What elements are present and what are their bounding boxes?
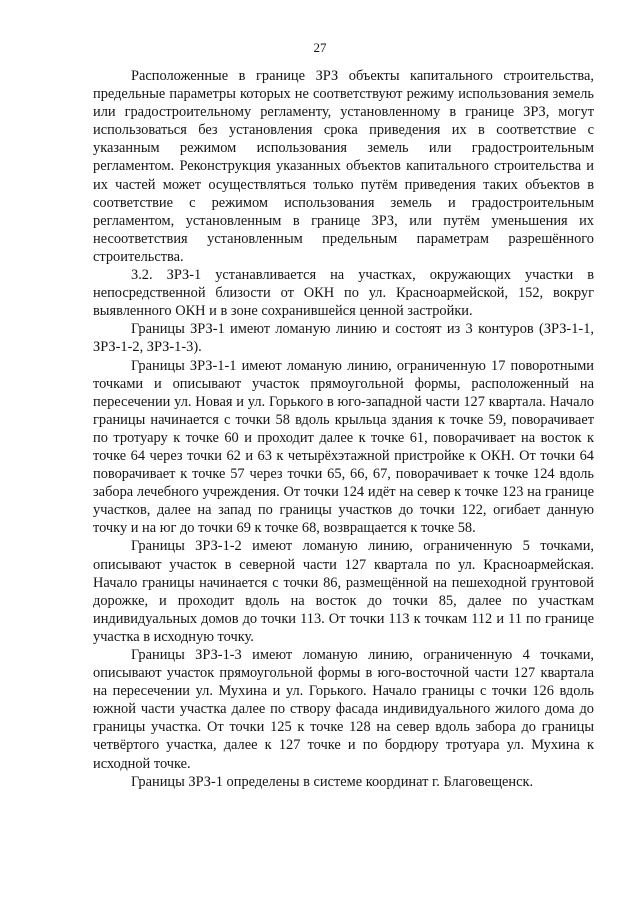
document-body <box>93 67 594 791</box>
paragraph-zrz-1-3: Границы ЗРЗ-1-3 имеют ломаную линию, ограниченную 4 точками, описывают участок прямоугольной формы в юго-восточной части 127 квартала на пересечении ул. Мухина и ул. Горького. Начало границы с точки 126 вдоль южной части участка далее по створу фасада индивидуального жилого дома до границы участка. От точки 125 к точке 128 на север вдоль забора до границы четвёртого участка, далее к 127 точке и по бордюру тротуара ул. Мухина к исходной точке. <box>93 647 594 772</box>
paragraph-zrz-1-2: Границы ЗРЗ-1-2 имеют ломаную линию, ограниченную 5 точками, описывают участок в северной части 127 квартала по ул. Красноармейская. Начало границы начинается с точки 86, размещённой на пешеходной грунтовой дорожке, и проходит вдоль на восток до точки 85, далее по участкам индивидуальных домов до точки 113. От точки 113 к точкам 112 и 11 по границе участка в исходную точку. <box>93 538 594 645</box>
paragraph-coordinate-system: Границы ЗРЗ-1 определены в системе координат г. Благовещенск. <box>131 773 534 790</box>
paragraph-zrz-1-1: Границы ЗРЗ-1-1 имеют ломаную линию, ограниченную 17 поворотными точками и описывают участок прямоугольной формы, расположенный на пересечении ул. Новая и ул. Горького в юго-западной части 127 квартала. Начало границы начинается с точки 58 вдоль крыльца здания к точке 59, поворачивает по тротуару к точке 60 и проходит далее к точке 61, поворачивает на восток к точке 64 через точки 62 и 63 к четырёхэтажной пристройке к ОКН. От точки 64 поворачивает к точке 57 через точки 65, 66, 67, поворачивает к точке 124 вдоль забора лечебного учреждения. От точки 124 идёт на север к точке 123 на границе участков, далее на запад по границы участков до точки 122, огибает данную точку и на юг до точки 69 к точке 68, возвращается к точке 58. <box>93 357 594 537</box>
page-number: 27 <box>313 40 327 55</box>
paragraph-section-3-2: 3.2. ЗРЗ-1 устанавливается на участках, окружающих участки в непосредственной близости от ОКН по ул. Красноармейской, 152, вокруг выявленного ОКН и в зоне сохранившейся ценной застройки. <box>93 267 594 320</box>
paragraph-zrz-objects: Расположенные в границе ЗРЗ объекты капитального строительства, предельные параметры которых не соответствуют режиму использования земель или градостроительному регламенту, установленному в границе ЗРЗ, могут использоваться без установления срока приведения их в соответствие с указанным режимом использования земель или градостроительным регламентом. Реконструкция указанных объектов капитального строительства и их частей может осуществляться только путём приведения таких объектов в соответствие с режимом использования земель и градостроительным регламентом, установленным в границе ЗРЗ, или путём уменьшения их несоответствия установленным предельным параметрам разрешённого строительства. <box>93 68 594 265</box>
paragraph-zrz-1-contours: Границы ЗРЗ-1 имеют ломаную линию и состоят из 3 контуров (ЗРЗ-1-1, ЗРЗ-1-2, ЗРЗ-1-3). <box>93 321 594 356</box>
